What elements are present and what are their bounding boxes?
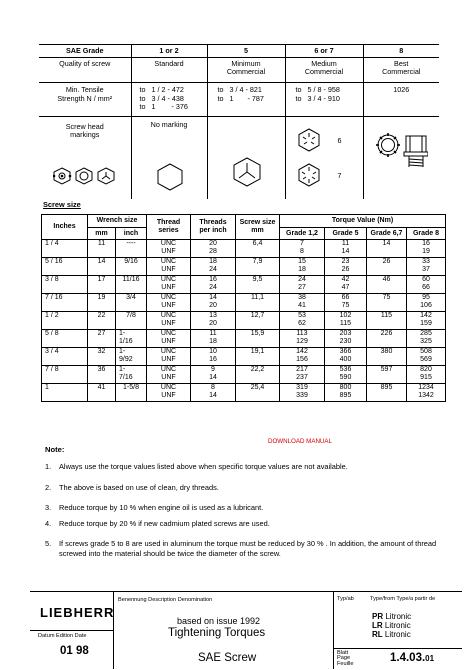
grade-6-7-head-cell: [285, 117, 363, 200]
type-code: PR: [372, 612, 384, 621]
torque-cell-inches: 1 / 2: [42, 312, 88, 330]
sae-header-cell: 8: [363, 45, 439, 58]
screw-size-title: Screw size: [43, 200, 81, 209]
sae-header-row: [39, 45, 439, 58]
blatt-label: Blatt Page Feuille: [337, 650, 354, 667]
torque-cell-screw: 9,5: [236, 276, 280, 294]
note-text: Reduce torque by 20 % if new cadmium plated screws are used.: [59, 519, 270, 528]
typ-label: Typ/ab: [337, 596, 354, 602]
torque-cell-inch: 9/16: [116, 258, 147, 276]
col-grade-8: Grade 8: [407, 228, 446, 240]
col-mm: mm: [88, 228, 116, 240]
torque-cell-inches: 5 / 8: [42, 330, 88, 348]
torque-cell-screw: 25,4: [236, 384, 280, 402]
torque-cell-mm: 41: [88, 384, 116, 402]
torque-cell-mm: 36: [88, 366, 116, 384]
torque-cell-mm: 14: [88, 258, 116, 276]
torque-cell-inches: 1 / 4: [42, 240, 88, 258]
torque-cell-tpi: 11 18: [191, 330, 236, 348]
torque-cell-inch: 1- 9/92: [116, 348, 147, 366]
type-row: [372, 630, 411, 639]
torque-row: [42, 330, 446, 348]
torque-cell-inches: 7 / 8: [42, 366, 88, 384]
document-subtitle: SAE Screw: [198, 652, 257, 664]
type-name: Litronic: [384, 630, 411, 639]
type-label: Type/from Type/a partir de: [370, 596, 436, 602]
torque-cell-inch: 1- 7/16: [116, 366, 147, 384]
torque-cell-screw: 7,9: [236, 258, 280, 276]
quality-cell: Standard: [131, 58, 207, 83]
type-name: Litronic: [385, 612, 412, 621]
note-number: 4.: [45, 519, 52, 528]
torque-cell-screw: 19,1: [236, 348, 280, 366]
note-item: [45, 519, 445, 529]
quality-label: Quality of screw: [39, 58, 131, 83]
download-manual-label: DOWNLOAD MANUAL: [268, 438, 332, 445]
torque-row: [42, 348, 446, 366]
note-text: Reduce torque by 10 % when engine oil is used as a lubricant.: [59, 503, 264, 512]
page-number-suffix: 01: [425, 654, 435, 663]
note-text: The above is based on use of clean, dry threads.: [59, 483, 219, 492]
torque-cell-g5: 42 47: [325, 276, 367, 294]
sae-head-marking-row: [39, 117, 439, 200]
torque-cell-inch: 7/8: [116, 312, 147, 330]
torque-row: [42, 366, 446, 384]
torque-cell-g12: 217 237: [280, 366, 325, 384]
quality-cell: Best Commercial: [363, 58, 439, 83]
torque-cell-g12: 113 129: [280, 330, 325, 348]
datum-label: Datum Edition Date: [38, 633, 87, 639]
col-wrench: Wrench size: [88, 215, 147, 228]
torque-cell-g5: 23 26: [325, 258, 367, 276]
type-name: Litronic: [384, 621, 411, 630]
torque-cell-g12: 53 62: [280, 312, 325, 330]
torque-cell-thread: UNC UNF: [147, 294, 191, 312]
torque-cell-g5: 102 115: [325, 312, 367, 330]
torque-row: [42, 240, 446, 258]
hex-head-grade-6-icon: [297, 128, 321, 152]
tensile-cell: to 5 / 8 - 958 to 3 / 4 - 910: [285, 83, 363, 117]
torque-cell-inches: 5 / 16: [42, 258, 88, 276]
torque-cell-g12: 24 27: [280, 276, 325, 294]
grade-5-head-cell: [207, 117, 285, 200]
note-number: 5.: [45, 539, 52, 548]
torque-cell-screw: 12,7: [236, 312, 280, 330]
torque-cell-inch: 1- 1/16: [116, 330, 147, 348]
torque-cell-g8: 33 37: [407, 258, 446, 276]
torque-cell-g67: 895: [367, 384, 407, 402]
hex-head-grade-7-icon: [297, 163, 321, 187]
torque-cell-mm: 19: [88, 294, 116, 312]
benennung-label: Benennung Description Denomination: [118, 597, 213, 603]
note-number: 3.: [45, 503, 52, 512]
col-grade-1-2: Grade 1,2: [280, 228, 325, 240]
torque-cell-inch: 11/16: [116, 276, 147, 294]
tensile-cell: to 1 / 2 - 472 to 3 / 4 - 438 to 1 - 376: [131, 83, 207, 117]
screw-head-variants-icon: [53, 167, 117, 185]
torque-cell-tpi: 8 14: [191, 384, 236, 402]
torque-cell-g67: 14: [367, 240, 407, 258]
quality-cell: Medium Commercial: [285, 58, 363, 83]
sae-header-cell: SAE Grade: [39, 45, 131, 58]
torque-cell-g5: 800 895: [325, 384, 367, 402]
torque-cell-g12: 7 8: [280, 240, 325, 258]
torque-cell-g5: 11 14: [325, 240, 367, 258]
torque-cell-g8: 820 915: [407, 366, 446, 384]
torque-cell-g67: 597: [367, 366, 407, 384]
torque-table: [41, 214, 446, 402]
torque-cell-g5: 66 75: [325, 294, 367, 312]
torque-cell-screw: 22,2: [236, 366, 280, 384]
type-code: LR: [372, 621, 383, 630]
torque-table-body: [42, 240, 446, 402]
note-heading: Note:: [45, 445, 65, 454]
sae-header-cell: 6 or 7: [285, 45, 363, 58]
col-grade-5: Grade 5: [325, 228, 367, 240]
torque-cell-thread: UNC UNF: [147, 258, 191, 276]
col-torque: Torque Value (Nm): [280, 215, 446, 228]
sae-tensile-row: [39, 83, 439, 117]
torque-cell-thread: UNC UNF: [147, 366, 191, 384]
torque-cell-g12: 319 339: [280, 384, 325, 402]
tensile-label: Min. Tensile Strength N / mm²: [39, 83, 131, 117]
torque-cell-tpi: 13 20: [191, 312, 236, 330]
torque-cell-g8: 142 159: [407, 312, 446, 330]
torque-cell-tpi: 20 28: [191, 240, 236, 258]
sae-header-cell: 5: [207, 45, 285, 58]
torque-cell-inch: 3/4: [116, 294, 147, 312]
torque-cell-inches: 3 / 8: [42, 276, 88, 294]
col-grade-6-7: Grade 6,7: [367, 228, 407, 240]
liebherr-logo: LIEBHERR: [40, 605, 115, 620]
grade-8-head-cell: [363, 117, 439, 200]
tensile-cell: 1026: [363, 83, 439, 117]
torque-cell-g12: 15 18: [280, 258, 325, 276]
head-marking-label-cell: [39, 117, 131, 200]
torque-cell-screw: 15,9: [236, 330, 280, 348]
note-item: [45, 503, 445, 513]
tensile-cell: to 3 / 4 - 821 to 1 - 787: [207, 83, 285, 117]
note-item: [45, 539, 445, 558]
torque-cell-mm: 27: [88, 330, 116, 348]
torque-cell-g8: 60 66: [407, 276, 446, 294]
type-list: [372, 612, 411, 639]
torque-cell-thread: UNC UNF: [147, 312, 191, 330]
grade-6-mark-label: 6: [337, 136, 342, 145]
torque-cell-inch: 1-5/8: [116, 384, 147, 402]
torque-cell-g67: 226: [367, 330, 407, 348]
torque-cell-g67: 46: [367, 276, 407, 294]
hex-head-plain-icon: [156, 163, 184, 191]
torque-cell-screw: 6,4: [236, 240, 280, 258]
torque-cell-g8: 16 19: [407, 240, 446, 258]
type-code: RL: [372, 630, 383, 639]
grade-7-mark-label: 7: [337, 171, 342, 180]
torque-cell-g8: 508 569: [407, 348, 446, 366]
type-row: [372, 621, 411, 630]
torque-cell-mm: 17: [88, 276, 116, 294]
torque-cell-g67: 380: [367, 348, 407, 366]
torque-cell-g8: 285 325: [407, 330, 446, 348]
torque-cell-thread: UNC UNF: [147, 384, 191, 402]
torque-cell-mm: 22: [88, 312, 116, 330]
torque-cell-inches: 7 / 16: [42, 294, 88, 312]
torque-cell-g8: 95 106: [407, 294, 446, 312]
torque-cell-g12: 142 156: [280, 348, 325, 366]
torque-cell-g5: 203 230: [325, 330, 367, 348]
flange-head-grade-8-icon: [376, 131, 428, 173]
torque-cell-screw: 11,1: [236, 294, 280, 312]
col-thread: Thread series: [147, 215, 191, 240]
torque-cell-tpi: 18 24: [191, 258, 236, 276]
torque-cell-thread: UNC UNF: [147, 348, 191, 366]
torque-cell-g5: 366 400: [325, 348, 367, 366]
note-text: Always use the torque values listed above when specific torque values are not available.: [59, 462, 348, 471]
grade-1-2-head-cell: [131, 117, 207, 200]
no-marking-label: No marking: [150, 120, 188, 129]
torque-cell-g5: 536 590: [325, 366, 367, 384]
torque-cell-inches: 1: [42, 384, 88, 402]
torque-cell-tpi: 16 24: [191, 276, 236, 294]
torque-row: [42, 258, 446, 276]
torque-header-row: [42, 215, 446, 228]
torque-cell-g12: 38 41: [280, 294, 325, 312]
torque-cell-mm: 11: [88, 240, 116, 258]
page-number: [390, 652, 434, 664]
type-row: [372, 612, 411, 621]
title-block: [30, 591, 462, 669]
torque-row: [42, 294, 446, 312]
note-text: If screws grade 5 to 8 are used in aluminum the torque must be reduced by 30 % . In addition, the amount of thread screwed into the material should be twice the diameter of the screw.: [59, 539, 437, 558]
torque-cell-g8: 1234 1342: [407, 384, 446, 402]
torque-row: [42, 276, 446, 294]
edition-date: 01 98: [60, 645, 89, 657]
based-on-issue: based on issue 1992: [177, 616, 261, 626]
torque-cell-inches: 3 / 4: [42, 348, 88, 366]
hex-head-3-lines-icon: [232, 157, 262, 187]
col-inch: inch: [116, 228, 147, 240]
torque-cell-g67: 26: [367, 258, 407, 276]
torque-cell-mm: 32: [88, 348, 116, 366]
torque-row: [42, 312, 446, 330]
torque-cell-tpi: 10 16: [191, 348, 236, 366]
torque-cell-tpi: 9 14: [191, 366, 236, 384]
sae-grade-table: [39, 44, 439, 199]
note-number: 2.: [45, 483, 52, 492]
torque-cell-inch: ----: [116, 240, 147, 258]
quality-cell: Minimum Commercial: [207, 58, 285, 83]
torque-cell-thread: UNC UNF: [147, 330, 191, 348]
col-tpi: Threads per inch: [191, 215, 236, 240]
torque-cell-thread: UNC UNF: [147, 240, 191, 258]
page-number-main: 1.4.03.: [390, 652, 426, 664]
torque-cell-g67: 115: [367, 312, 407, 330]
sae-quality-row: [39, 58, 439, 83]
sae-header-cell: 1 or 2: [131, 45, 207, 58]
torque-cell-tpi: 14 20: [191, 294, 236, 312]
col-screw-size: Screw size mm: [236, 215, 280, 240]
col-inches: Inches: [42, 215, 88, 240]
torque-row: [42, 384, 446, 402]
note-item: [45, 483, 445, 493]
note-number: 1.: [45, 462, 52, 471]
head-marking-label: Screw head markings: [65, 122, 104, 139]
document-title: Tightening Torques: [168, 627, 266, 639]
torque-cell-thread: UNC UNF: [147, 276, 191, 294]
torque-cell-g67: 75: [367, 294, 407, 312]
note-item: [45, 462, 445, 472]
